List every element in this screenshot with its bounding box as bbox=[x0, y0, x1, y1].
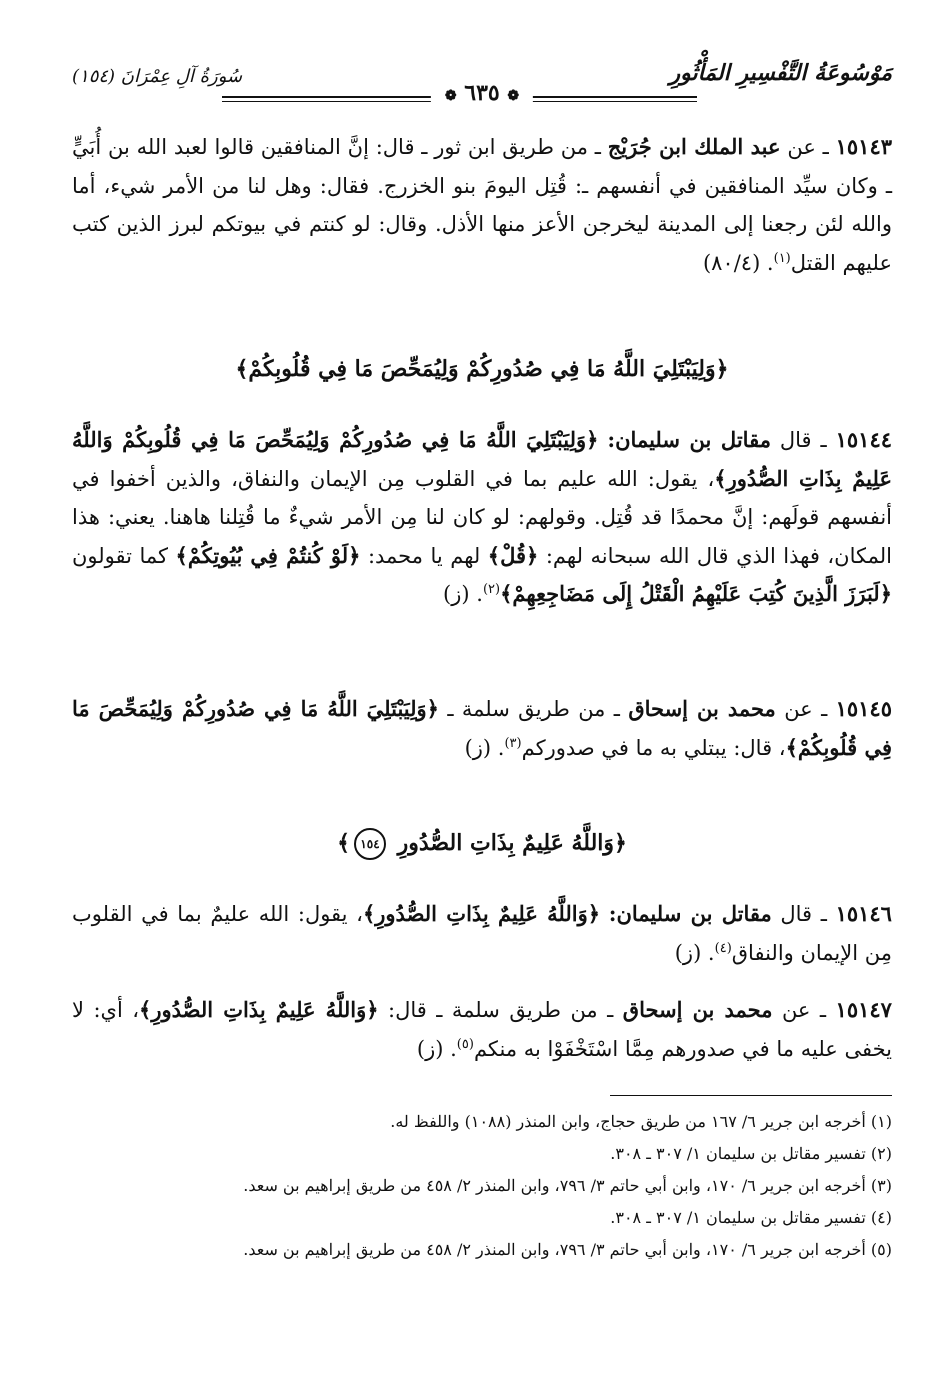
footnote: (٣) أخرجه ابن جرير ٦/ ١٧٠، وابن أبي حاتم ٣/ ٧٩٦، وابن المنذر ٢/ ٤٥٨ من طريق إبراهيم بن سعد. bbox=[243, 1176, 892, 1195]
narrator-name: عبد الملك ابن جُرَيْج bbox=[607, 134, 781, 159]
quran-quote: ﴿لَبَرَزَ الَّذِينَ كُتِبَ عَلَيْهِمُ الْقَتْلُ إِلَى مَضَاجِعِهِمْ﴾ bbox=[500, 581, 892, 606]
entry-text: كما تقولون bbox=[72, 543, 169, 568]
entry-15146 bbox=[72, 895, 892, 972]
entry-15144 bbox=[72, 421, 892, 614]
entry-intro: ـ عن bbox=[787, 135, 829, 159]
entry-number: ١٥١٤٦ bbox=[835, 901, 892, 926]
quran-quote: ﴿لَوْ كُنتُمْ فِي بُيُوتِكُمْ﴾ bbox=[175, 542, 361, 568]
entry-number: ١٥١٤٥ bbox=[835, 696, 892, 721]
entry-text: ـ من طريق سلمة ـ قال: bbox=[388, 998, 614, 1022]
entry-intro: ـ عن bbox=[781, 998, 827, 1022]
entry-text: ، أي: لا يخفى عليه ما في صدورهم مِمَّا اسْتَخْفَوْا به منكم bbox=[72, 998, 892, 1061]
verse-heading: ﴿وَلِيَبْتَلِيَ اللَّهُ مَا فِي صُدُورِكُمْ وَلِيُمَحِّصَ مَا فِي قُلُوبِكُمْ﴾ bbox=[235, 356, 729, 382]
footnote-divider bbox=[610, 1095, 892, 1096]
footnote: (١) أخرجه ابن جرير ٦/ ١٦٧ من طريق حجاج، وابن المنذر (١٠٨٨) واللفظ له. bbox=[390, 1112, 892, 1131]
entry-text: ـ من طريق سلمة ـ bbox=[447, 697, 620, 721]
entry-text: ، يقول: الله عليم بما في القلوب مِن الإيمان والنفاق، والذين أخفوا في أنفسهم قولَهم: إنَّ محمدًا قد قُتِل. وقولهم: لو كان لنا مِن الأمر شيءٌ ما قُتِلنا هاهنا. يعني: هذا المكان، فهذا الذي قال الله سبحانه لهم: bbox=[72, 466, 892, 568]
footnote-marker: (٣) bbox=[504, 735, 522, 751]
verse-heading-text: ﴿وَاللَّهُ عَلِيمٌ بِذَاتِ الصُّدُورِ bbox=[397, 830, 627, 856]
entry-intro: ـ عن bbox=[784, 697, 828, 721]
quran-quote: ﴿قُلْ﴾ bbox=[487, 542, 539, 568]
entry-text: ، قال: يبتلي به ما في صدوركم bbox=[521, 735, 786, 760]
quran-quote: ﴿وَاللَّهُ عَلِيمٌ بِذَاتِ الصُّدُورِ﴾ bbox=[362, 901, 601, 926]
verse-heading-close: ﴾ bbox=[337, 830, 350, 856]
source-ref: . (ز) bbox=[464, 735, 505, 760]
entry-15145 bbox=[72, 690, 892, 767]
entry-15143 bbox=[72, 128, 892, 282]
source-ref: . (٨٠/٤) bbox=[702, 250, 774, 275]
page-number bbox=[431, 80, 533, 106]
surah-label: سُورَةُ آلِ عِمْرَانَ (١٥٤) bbox=[72, 66, 243, 87]
header-rule bbox=[222, 96, 437, 98]
footnote: (٥) أخرجه ابن جرير ٦/ ١٧٠، وابن أبي حاتم ٣/ ٧٩٦، وابن المنذر ٢/ ٤٥٨ من طريق إبراهيم بن سعد. bbox=[243, 1240, 892, 1259]
running-header bbox=[72, 58, 892, 108]
footnote-marker: (٢) bbox=[482, 582, 501, 597]
footnote: (٤) تفسير مقاتل بن سليمان ١/ ٣٠٧ ـ ٣٠٨. bbox=[610, 1208, 892, 1227]
footnote-marker: (٤) bbox=[714, 940, 732, 956]
footnote-marker: (٥) bbox=[456, 1036, 474, 1052]
narrator-name: محمد بن إسحاق bbox=[628, 696, 776, 721]
entry-text: لهم يا محمد: bbox=[367, 543, 481, 568]
quran-quote: ﴿وَلِيَبْتَلِيَ اللَّهُ مَا فِي صُدُورِكُمْ وَلِيُمَحِّصَ مَا فِي قُلُوبِكُمْ وَاللَّهُ عَلِيمٌ بِذَاتِ الصُّدُورِ﴾ bbox=[72, 427, 892, 491]
entry-number: ١٥١٤٧ bbox=[835, 997, 892, 1022]
footnote-marker: (١) bbox=[773, 250, 791, 266]
source-ref: . (ز) bbox=[674, 940, 715, 965]
header-rule bbox=[222, 101, 437, 102]
narrator-name: مقاتل بن سليمان: bbox=[607, 427, 771, 452]
entry-intro: ـ قال bbox=[779, 428, 827, 452]
entry-text: ، يقول: الله عليمٌ بما في القلوب مِن الإيمان والنفاق bbox=[72, 902, 892, 965]
source-ref: . (ز) bbox=[443, 582, 483, 606]
entry-15147 bbox=[72, 991, 892, 1068]
narrator-name: محمد بن إسحاق bbox=[622, 997, 773, 1022]
entry-intro: ـ قال bbox=[780, 902, 827, 926]
page-number-text: ٦٣٥ bbox=[464, 80, 500, 106]
quran-quote: ﴿وَاللَّهُ عَلِيمٌ بِذَاتِ الصُّدُورِ﴾ bbox=[139, 997, 379, 1022]
ornament-icon: ❁ bbox=[444, 88, 457, 104]
entry-text: ـ من طريق ابن ثور ـ قال: إنَّ المنافقين قالوا لعبد الله بن أُبَيٍّ ـ وكان سيِّد المنافقين في أنفسهم ـ: قُتِل اليومَ بنو الخزرج. فقال: وهل لنا من الأمر شيء، أما والله لئن رجعنا إلى المدينة ليخرجن الأعز منها الأذل. وقال: لو كنتم في بيوتكم لبرز الذين كتب عليهم القتل bbox=[72, 135, 892, 275]
source-ref: . (ز) bbox=[416, 1036, 457, 1061]
footnote: (٢) تفسير مقاتل بن سليمان ١/ ٣٠٧ ـ ٣٠٨. bbox=[610, 1144, 892, 1163]
book-title: مَوْسُوعَةُ التَّفْسِيرِ المَأْثُورِ bbox=[669, 60, 892, 86]
entry-number: ١٥١٤٤ bbox=[835, 427, 893, 452]
ornament-icon: ❁ bbox=[507, 88, 520, 104]
footnotes bbox=[72, 1106, 892, 1266]
verse-heading bbox=[72, 828, 892, 860]
aya-number-icon: ١٥٤ bbox=[354, 828, 386, 860]
quran-quote: ﴿وَلِيَبْتَلِيَ اللَّهُ مَا فِي صُدُورِكُمْ وَلِيُمَحِّصَ مَا فِي قُلُوبِكُمْ﴾ bbox=[72, 696, 892, 760]
narrator-name: مقاتل بن سليمان: bbox=[608, 901, 772, 926]
entry-number: ١٥١٤٣ bbox=[835, 134, 893, 159]
